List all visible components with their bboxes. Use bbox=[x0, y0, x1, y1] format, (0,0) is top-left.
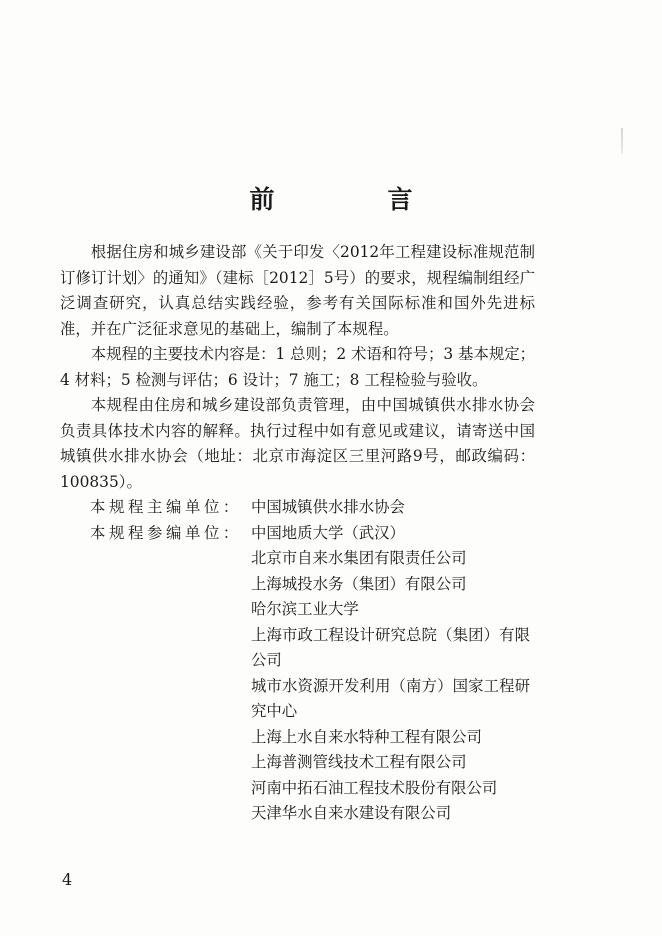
preface-body bbox=[60, 240, 535, 827]
participating-unit-row bbox=[60, 521, 535, 547]
participating-unit: 上海普测管线技术工程有限公司 bbox=[251, 753, 467, 771]
participating-unit: 上海上水自来水特种工程有限公司 bbox=[251, 727, 482, 746]
participating-unit: 上海城投水务（集团）有限公司 bbox=[251, 574, 467, 593]
chief-unit-name: 中国城镇供水排水协会 bbox=[251, 498, 405, 516]
scan-artifact bbox=[621, 128, 623, 154]
chief-unit-row bbox=[60, 495, 535, 521]
page-number: 4 bbox=[62, 870, 73, 889]
paragraph-basis: 根据住房和城乡建设部《关于印发〈2012年工程建设标准规范制订修订计划〉的通知》（建标［2012］5号）的要求，规程编制组经广泛调查研究，认真总结实践经验，参考有关国际标准和国外先进标准，并在广泛征求意见的基础上，编制了本规程。 bbox=[60, 243, 535, 338]
page-title: 前 言 bbox=[249, 185, 457, 214]
paragraph-contents: 本规程的主要技术内容是：1 总则；2 术语和符号；3 基本规定；4 材料；5 检测与评估；6 设计；7 施工；8 工程检验与验收。 bbox=[60, 345, 536, 389]
paragraph-management: 本规程由住房和城乡建设部负责管理，由中国城镇供水排水协会负责具体技术内容的解释。执行过程中如有意见或建议，请寄送中国城镇供水排水协会（地址：北京市海淀区三里河路9号，邮政编码：100835）。 bbox=[60, 396, 535, 491]
participating-unit: 哈尔滨工业大学 bbox=[251, 600, 359, 618]
participating-unit: 北京市自来水集团有限责任公司 bbox=[251, 549, 467, 567]
chief-unit-label: 本规程主编单位： bbox=[90, 498, 242, 516]
participating-unit-list bbox=[60, 546, 530, 827]
participating-unit: 城市水资源开发利用（南方）国家工程研究中心 bbox=[251, 676, 530, 720]
participating-unit-label: 本规程参编单位： bbox=[90, 523, 242, 542]
participating-unit: 河南中拓石油工程技术股份有限公司 bbox=[251, 778, 498, 797]
participating-unit: 上海市政工程设计研究总院（集团）有限公司 bbox=[251, 625, 530, 669]
participating-unit-first: 中国地质大学（武汉） bbox=[251, 523, 405, 542]
participating-unit: 天津华水自来水建设有限公司 bbox=[251, 804, 452, 822]
